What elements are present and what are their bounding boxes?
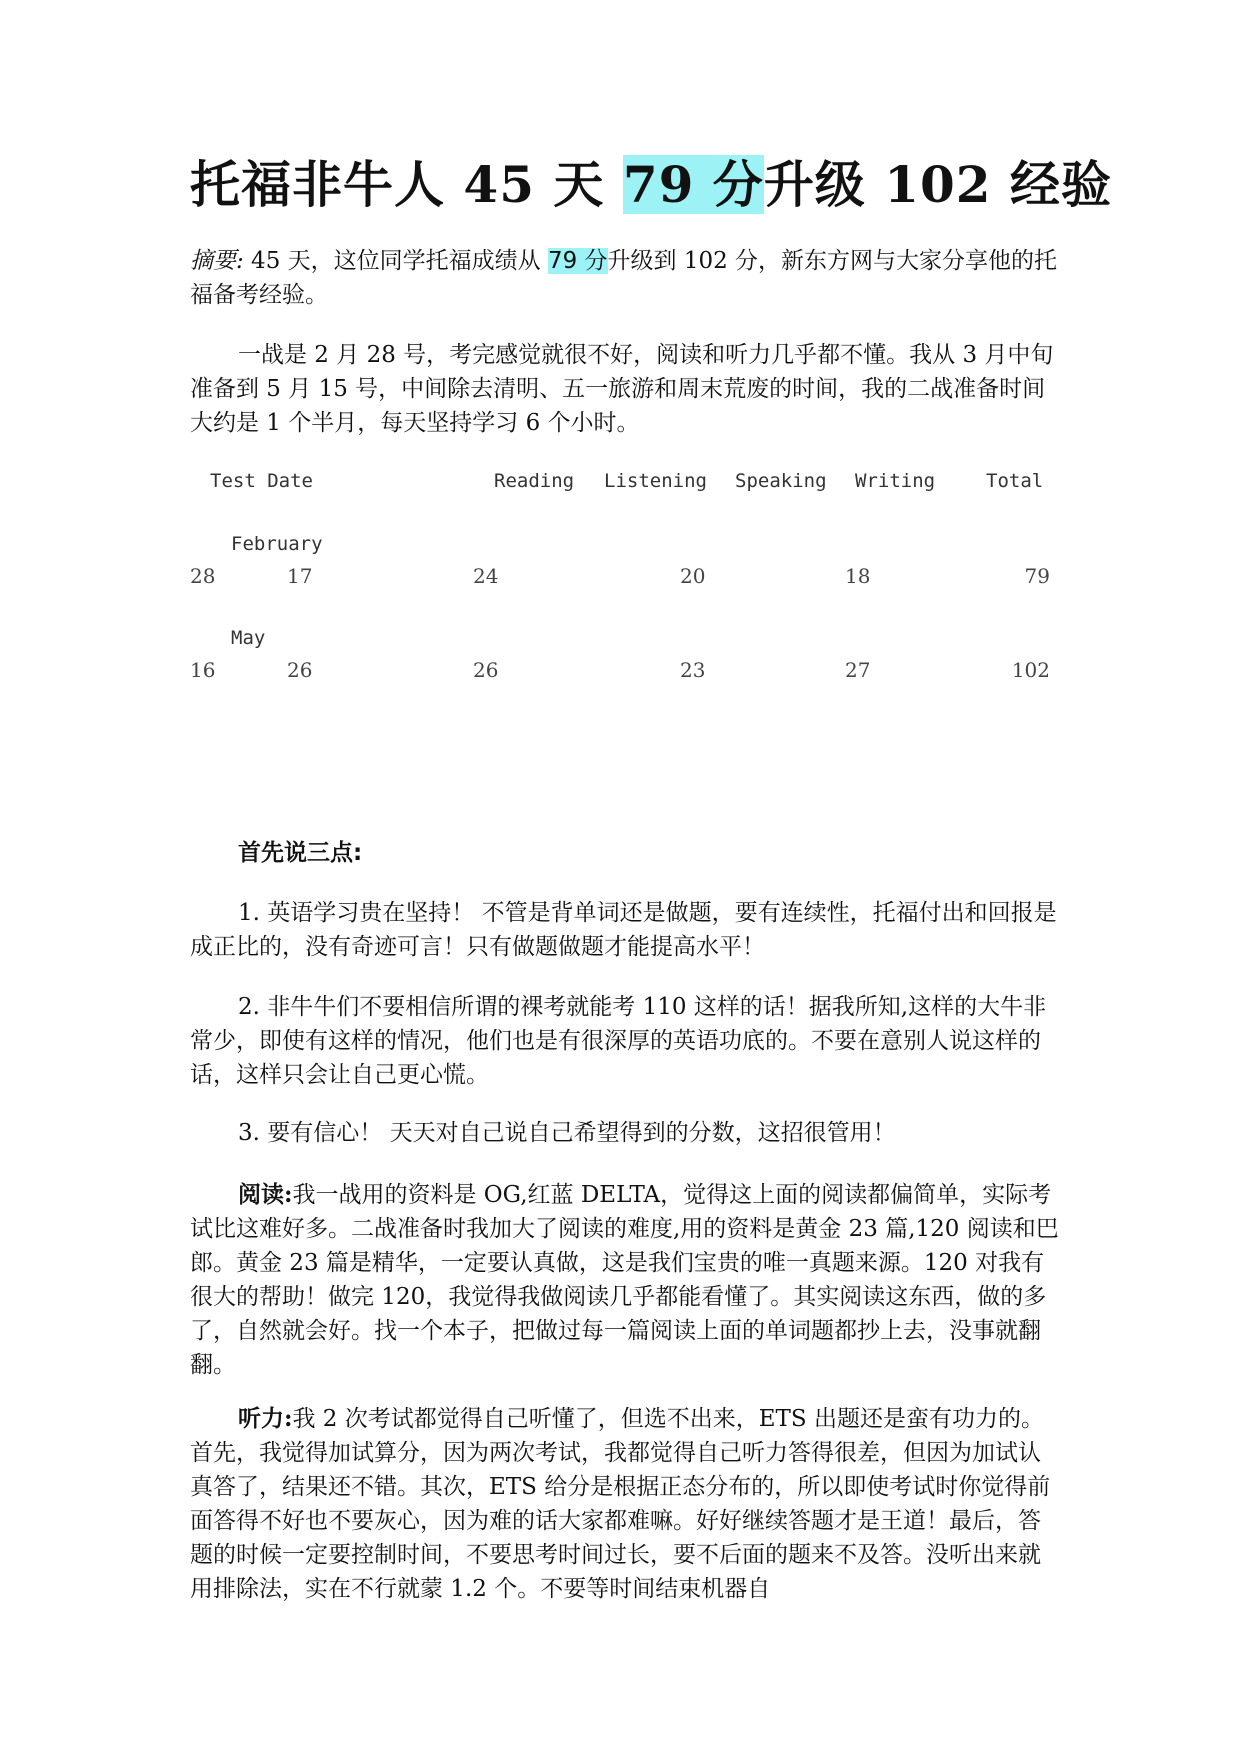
table-row1-day: 28 bbox=[190, 564, 216, 588]
point-1: 1. 英语学习贵在坚持！ 不管是背单词还是做题，要有连续性，托福付出和回报是成正比的，没有奇迹可言！只有做题做题才能提高水平！ bbox=[190, 900, 1057, 960]
article-title bbox=[190, 150, 1112, 220]
title-part2: 升级 102 经验 bbox=[763, 155, 1112, 214]
summary-label: 摘要: bbox=[190, 248, 244, 274]
table-row2-speaking: 27 bbox=[845, 658, 871, 682]
summary-text2: 升级到 102 分，新东方网与大家分享他的托福备考经验。 bbox=[190, 248, 1058, 308]
reading-section bbox=[190, 1178, 1060, 1382]
table-row2-day: 16 bbox=[190, 658, 216, 682]
table-header-reading: Reading bbox=[494, 470, 575, 492]
point-3: 3. 要有信心！ 天天对自己说自己希望得到的分数，这招很管用！ bbox=[238, 1120, 896, 1146]
table-row1-reading: 24 bbox=[473, 564, 499, 588]
summary-text1: 45 天，这位同学托福成绩从 bbox=[243, 248, 548, 274]
reading-text: 我一战用的资料是 OG,红蓝 DELTA，觉得这上面的阅读都偏简单，实际考试比这难好多。二战准备时我加大了阅读的难度,用的资料是黄金 23 篇,120 阅读和巴郎。黄金 23 篇是精华，一定要认真做，这是我们宝贵的唯一真题来源。120 对我有很大的帮助！做完 120，我觉得我做阅读几乎都能看懂了。其实阅读这东西，做的多了，自然就会好。找一个本子，把做过每一篇阅读上面的单词题都抄上去，没事就翻翻。 bbox=[190, 1182, 1059, 1378]
table-row2-total: 102 bbox=[1011, 658, 1050, 682]
table-row1-month: February bbox=[231, 533, 323, 555]
table-header-listening: Listening bbox=[604, 470, 707, 492]
listening-section bbox=[190, 1402, 1060, 1606]
title-highlight: 79 分 bbox=[622, 155, 764, 214]
table-header-test-date: Test Date bbox=[210, 470, 313, 492]
table-row1-total: 79 bbox=[1024, 564, 1050, 588]
table-row1-listening: 20 bbox=[680, 564, 706, 588]
listening-text: 我 2 次考试都觉得自己听懂了，但选不出来，ETS 出题还是蛮有功力的。首先，我觉得加试算分，因为两次考试，我都觉得自己听力答得很差，但因为加试认真答了，结果还不错。其次，ETS 给分是根据正态分布的，所以即使考试时你觉得前面答得不好也不要灰心，因为难的话大家都难嘛。好好继续答题才是王道！最后，答题的时候一定要控制时间，不要思考时间过长，要不后面的题来不及答。没听出来就用排除法，实在不行就蒙 1.2 个。不要等时间结束机器自 bbox=[190, 1406, 1051, 1602]
summary-highlight: 79 分 bbox=[547, 248, 608, 274]
table-row2-col2: 26 bbox=[287, 658, 313, 682]
table-row2-reading: 26 bbox=[473, 658, 499, 682]
table-header-speaking: Speaking bbox=[735, 470, 827, 492]
table-row2-month: May bbox=[231, 627, 266, 649]
section-intro-heading: 首先说三点: bbox=[238, 840, 363, 866]
reading-label: 阅读: bbox=[238, 1181, 293, 1208]
table-row1-col2: 17 bbox=[287, 564, 313, 588]
title-part1: 托福非牛人 45 天 bbox=[190, 155, 623, 214]
intro-paragraph: 一战是 2 月 28 号，考完感觉就很不好，阅读和听力几乎都不懂。我从 3 月中旬准备到 5 月 15 号，中间除去清明、五一旅游和周末荒废的时间，我的二战准备时间大约是 1 个半月，每天坚持学习 6 个小时。 bbox=[190, 342, 1054, 436]
summary-paragraph bbox=[190, 244, 1060, 312]
table-row2-listening: 23 bbox=[680, 658, 706, 682]
table-header-total: Total bbox=[986, 470, 1044, 492]
listening-label: 听力: bbox=[238, 1405, 293, 1432]
table-header-writing: Writing bbox=[855, 470, 936, 492]
point-2: 2. 非牛牛们不要相信所谓的裸考就能考 110 这样的话！据我所知,这样的大牛非常少，即使有这样的情况，他们也是有很深厚的英语功底的。不要在意别人说这样的话，这样只会让自己更心慌。 bbox=[190, 994, 1047, 1088]
table-row1-speaking: 18 bbox=[845, 564, 871, 588]
